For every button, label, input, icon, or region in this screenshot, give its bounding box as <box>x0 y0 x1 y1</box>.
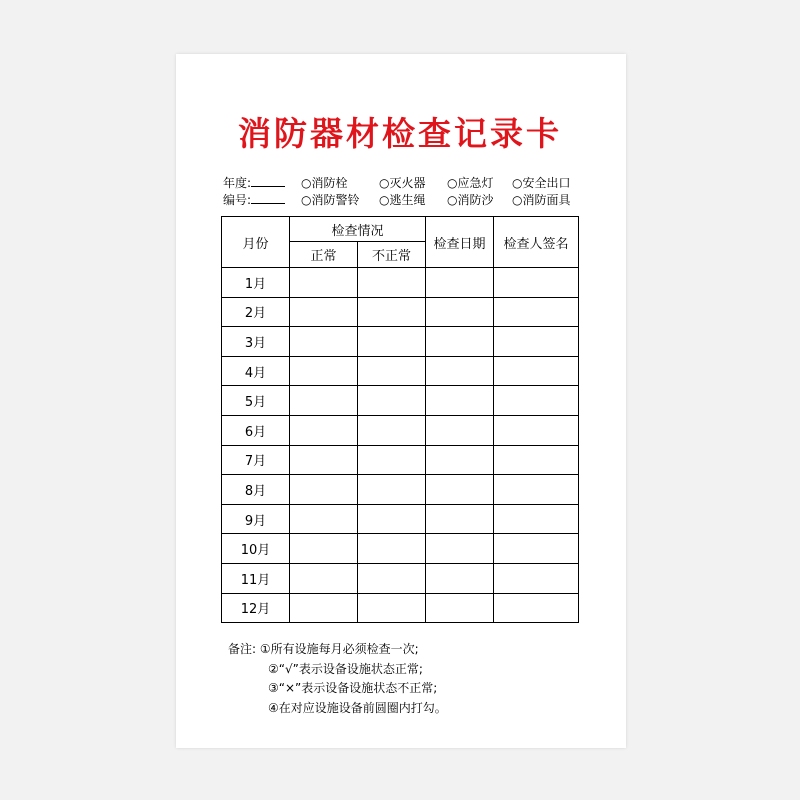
header-check-status: 检查情况 <box>290 217 426 242</box>
year-label: 年度: <box>223 176 252 190</box>
table-row <box>222 297 579 327</box>
header-abnormal: 不正常 <box>358 242 426 268</box>
signature-cell[interactable] <box>494 356 579 386</box>
table-row <box>222 504 579 534</box>
abnormal-cell[interactable] <box>358 356 426 386</box>
normal-cell[interactable] <box>290 534 358 564</box>
check-date-cell[interactable] <box>426 563 494 593</box>
year-field <box>223 175 285 192</box>
normal-cell[interactable] <box>290 297 358 327</box>
check-date-cell[interactable] <box>426 415 494 445</box>
signature-cell[interactable] <box>494 593 579 623</box>
table-row <box>222 268 579 298</box>
table-row <box>222 534 579 564</box>
normal-cell[interactable] <box>290 593 358 623</box>
number-field <box>223 192 285 209</box>
normal-cell[interactable] <box>290 445 358 475</box>
normal-cell[interactable] <box>290 563 358 593</box>
check-date-cell[interactable] <box>426 475 494 505</box>
header-inspector-signature: 检查人签名 <box>494 217 579 268</box>
month-cell: 3月 <box>222 327 290 357</box>
check-date-cell[interactable] <box>426 356 494 386</box>
normal-cell[interactable] <box>290 504 358 534</box>
option-emergency-light[interactable]: ○应急灯 <box>447 176 494 190</box>
signature-cell[interactable] <box>494 504 579 534</box>
table-row <box>222 593 579 623</box>
signature-cell[interactable] <box>494 445 579 475</box>
note-item: ④在对应设施设备前圆圈内打勾。 <box>268 700 447 715</box>
month-cell: 11月 <box>222 563 290 593</box>
normal-cell[interactable] <box>290 356 358 386</box>
abnormal-cell[interactable] <box>358 386 426 416</box>
table-row <box>222 445 579 475</box>
abnormal-cell[interactable] <box>358 268 426 298</box>
month-cell: 9月 <box>222 504 290 534</box>
header-normal: 正常 <box>290 242 358 268</box>
table-row <box>222 415 579 445</box>
table-row <box>222 327 579 357</box>
table-body <box>222 268 579 623</box>
normal-cell[interactable] <box>290 268 358 298</box>
abnormal-cell[interactable] <box>358 445 426 475</box>
month-cell: 1月 <box>222 268 290 298</box>
month-cell: 7月 <box>222 445 290 475</box>
month-cell: 6月 <box>222 415 290 445</box>
normal-cell[interactable] <box>290 475 358 505</box>
note-item: ③“×”表示设备设施状态不正常; <box>268 681 438 695</box>
table-row <box>222 386 579 416</box>
month-cell: 5月 <box>222 386 290 416</box>
abnormal-cell[interactable] <box>358 475 426 505</box>
notes-section <box>228 640 447 718</box>
number-label: 编号: <box>223 193 252 207</box>
option-safety-exit[interactable]: ○安全出口 <box>512 176 571 190</box>
signature-cell[interactable] <box>494 297 579 327</box>
check-date-cell[interactable] <box>426 297 494 327</box>
option-escape-rope[interactable]: ○逃生绳 <box>379 193 426 207</box>
table-row <box>222 475 579 505</box>
signature-cell[interactable] <box>494 475 579 505</box>
note-item: ②“√”表示设备设施状态正常; <box>268 661 423 676</box>
inspection-table <box>221 216 579 623</box>
signature-cell[interactable] <box>494 327 579 357</box>
abnormal-cell[interactable] <box>358 504 426 534</box>
option-fire-mask[interactable]: ○消防面具 <box>512 193 571 207</box>
normal-cell[interactable] <box>290 415 358 445</box>
abnormal-cell[interactable] <box>358 297 426 327</box>
month-cell: 4月 <box>222 356 290 386</box>
option-fire-hydrant[interactable]: ○消防栓 <box>301 176 348 190</box>
notes-label: 备注: <box>228 642 257 656</box>
month-cell: 2月 <box>222 297 290 327</box>
abnormal-cell[interactable] <box>358 327 426 357</box>
check-date-cell[interactable] <box>426 534 494 564</box>
check-date-cell[interactable] <box>426 386 494 416</box>
table-row <box>222 356 579 386</box>
year-input-line[interactable] <box>251 176 285 187</box>
month-cell: 10月 <box>222 534 290 564</box>
check-date-cell[interactable] <box>426 593 494 623</box>
signature-cell[interactable] <box>494 268 579 298</box>
option-fire-extinguisher[interactable]: ○灭火器 <box>379 176 426 190</box>
signature-cell[interactable] <box>494 415 579 445</box>
table-row <box>222 563 579 593</box>
abnormal-cell[interactable] <box>358 534 426 564</box>
option-fire-alarm-bell[interactable]: ○消防警铃 <box>301 193 360 207</box>
check-date-cell[interactable] <box>426 327 494 357</box>
month-cell: 12月 <box>222 593 290 623</box>
header-check-date: 检查日期 <box>426 217 494 268</box>
card-title: 消防器材检查记录卡 <box>238 114 562 153</box>
check-date-cell[interactable] <box>426 445 494 475</box>
inspection-table-wrap <box>221 216 579 623</box>
option-fire-sand[interactable]: ○消防沙 <box>447 193 494 207</box>
normal-cell[interactable] <box>290 327 358 357</box>
abnormal-cell[interactable] <box>358 593 426 623</box>
signature-cell[interactable] <box>494 534 579 564</box>
note-item: ①所有设施每月必须检查一次; <box>259 642 419 656</box>
check-date-cell[interactable] <box>426 504 494 534</box>
abnormal-cell[interactable] <box>358 415 426 445</box>
signature-cell[interactable] <box>494 563 579 593</box>
header-month: 月份 <box>222 217 290 268</box>
month-cell: 8月 <box>222 475 290 505</box>
abnormal-cell[interactable] <box>358 563 426 593</box>
check-date-cell[interactable] <box>426 268 494 298</box>
normal-cell[interactable] <box>290 386 358 416</box>
number-input-line[interactable] <box>251 193 285 204</box>
signature-cell[interactable] <box>494 386 579 416</box>
